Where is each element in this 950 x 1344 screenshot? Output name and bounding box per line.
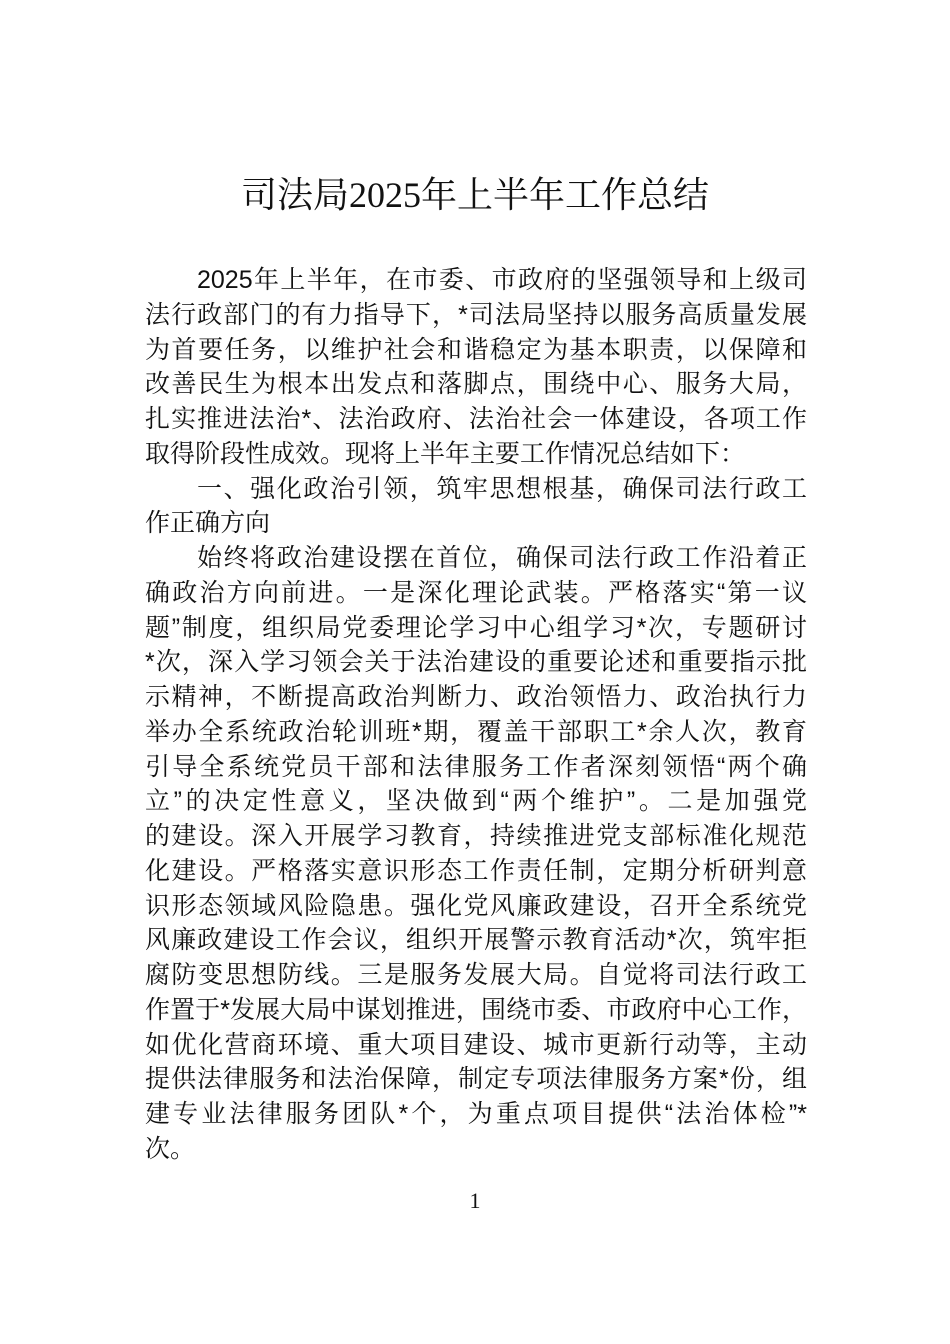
paragraph (145, 263, 807, 472)
paragraph (145, 472, 807, 542)
text-line: 始终将政治建设摆在首位，确保司法行政工作沿着正 (197, 544, 807, 572)
paragraph (145, 541, 807, 1167)
text-line: 次。 (145, 1134, 196, 1163)
text-line: 举办全系统政治轮训班*期，覆盖干部职工*余人次，教育 (145, 717, 807, 746)
text-line: 建专业法律服务团队*个，为重点项目提供“法治体检”* (145, 1100, 807, 1128)
page-number: 1 (469, 1188, 481, 1213)
text-line: 引导全系统党员干部和法律服务工作者深刻领悟“两个确 (145, 752, 807, 781)
text-line: 作正确方向 (145, 509, 271, 538)
text-line: 立”的决定性意义，坚决做到“两个维护”。二是加强党 (145, 787, 807, 816)
text-line: 取得阶段性成效。现将上半年主要工作情况总结如下： (145, 439, 746, 468)
document-title: 司法局2025年上半年工作总结 (240, 175, 709, 215)
text-line: 腐防变思想防线。三是服务发展大局。自觉将司法行政工 (145, 961, 807, 989)
text-line: 的建设。深入开展学习教育，持续推进党支部标准化规范 (145, 822, 807, 850)
text-line: 作置于*发展大局中谋划推进，围绕市委、市政府中心工作， (145, 995, 807, 1024)
text-line: 法行政部门的有力指导下，*司法局坚持以服务高质量发展 (145, 300, 807, 329)
text-line: 识形态领域风险隐患。强化党风廉政建设，召开全系统党 (145, 891, 807, 920)
text-line: 2025年上半年，在市委、市政府的坚强领导和上级司 (197, 266, 807, 294)
text-line: 确政治方向前进。一是深化理论武装。严格落实“第一议 (145, 578, 807, 607)
text-line: 为首要任务，以维护社会和谐稳定为基本职责，以保障和 (145, 335, 807, 364)
text-line: *次，深入学习领会关于法治建设的重要论述和重要指示批 (145, 648, 807, 677)
text-line: 提供法律服务和法治保障，制定专项法律服务方案*份，组 (145, 1065, 807, 1094)
text-line: 题”制度，组织局党委理论学习中心组学习*次，专题研讨 (145, 613, 807, 642)
text-line: 一、强化政治引领，筑牢思想根基，确保司法行政工 (197, 474, 807, 503)
text-line: 示精神，不断提高政治判断力、政治领悟力、政治执行力 (145, 683, 807, 711)
text-line: 化建设。严格落实意识形态工作责任制，定期分析研判意 (145, 856, 807, 885)
text-line: 如优化营商环境、重大项目建设、城市更新行动等，主动 (145, 1030, 807, 1059)
text-line: 扎实推进法治*、法治政府、法治社会一体建设，各项工作 (145, 405, 807, 433)
document-body (145, 263, 807, 1167)
text-line: 风廉政建设工作会议，组织开展警示教育活动*次，筑牢拒 (145, 926, 807, 955)
text-line: 改善民生为根本出发点和落脚点，围绕中心、服务大局， (145, 370, 807, 399)
